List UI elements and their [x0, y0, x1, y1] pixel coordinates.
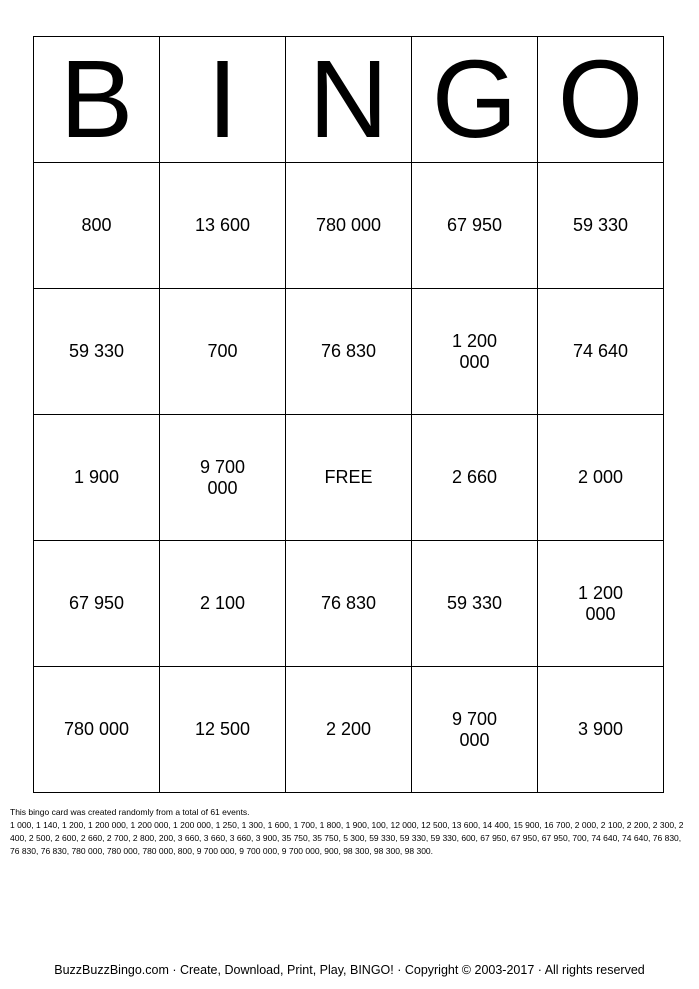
bingo-cell — [286, 667, 412, 793]
bingo-cell — [538, 415, 664, 541]
cell-value: 13 600 — [194, 215, 251, 235]
cell-value: 700 — [207, 341, 238, 361]
cell-value: 2 200 — [325, 719, 372, 739]
bingo-cell — [412, 541, 538, 667]
cell-value: FREE — [324, 467, 373, 487]
bingo-cell — [412, 289, 538, 415]
cell-value: 9 700 000 — [199, 456, 246, 498]
header-row — [34, 37, 664, 163]
events-list: 1 000, 1 140, 1 200, 1 200 000, 1 200 000, 1 200 000, 1 250, 1 300, 1 600, 1 700, 1 800, 1 900, 100, 12 000, 12 500, 13 600, 14 400, 15 900, 16 700, 2 000, 2 100, 2 200, 2 300, 2 400, 2 500, 2 600, 2 660, 2 700, 2 800, 200, 3 660, 3 660, 3 660, 3 900, 35 750, 35 750, 5 300, 59 330, 59 330, 59 330, 600, 67 950, 67 950, 67 950, 700, 74 640, 74 640, 76 830, 76 830, 76 830, 780 000, 780 000, 780 000, 800, 9 700 000, 9 700 000, 9 700 000, 900, 98 300, 98 300, 98 300. — [10, 820, 684, 856]
bingo-cell — [34, 541, 160, 667]
notes-intro: This bingo card was created randomly from a total of 61 events. — [10, 807, 250, 817]
free-space — [286, 415, 412, 541]
cell-value: 74 640 — [572, 341, 629, 361]
bingo-cell — [538, 541, 664, 667]
cell-value: 2 660 — [451, 467, 498, 487]
cell-value: 76 830 — [320, 593, 377, 613]
bingo-cell — [34, 289, 160, 415]
cell-value: 1 200 000 — [451, 330, 498, 372]
bingo-card — [33, 36, 664, 793]
bingo-cell — [160, 541, 286, 667]
bingo-cell — [160, 163, 286, 289]
cell-value: 2 000 — [577, 467, 624, 487]
cell-value: 59 330 — [572, 215, 629, 235]
bingo-cell — [160, 289, 286, 415]
cell-value: 800 — [81, 215, 112, 235]
bingo-cell — [538, 667, 664, 793]
site-footer: BuzzBuzzBingo.com · Create, Download, Print, Play, BINGO! · Copyright © 2003-2017 · All rights reserved — [54, 963, 645, 977]
bingo-cell — [412, 163, 538, 289]
bingo-cell — [538, 289, 664, 415]
cell-value: 1 200 000 — [577, 582, 624, 624]
bingo-cell — [412, 667, 538, 793]
cell-value: 12 500 — [194, 719, 251, 739]
header-letter-i: I — [160, 37, 286, 163]
bingo-cell — [538, 163, 664, 289]
bingo-cell — [34, 163, 160, 289]
header-letter-g: G — [412, 37, 538, 163]
bingo-cell — [34, 667, 160, 793]
cell-value: 59 330 — [446, 593, 503, 613]
bingo-row — [34, 163, 664, 289]
cell-value: 780 000 — [315, 215, 382, 235]
header-letter-b: B — [34, 37, 160, 163]
bingo-cell — [34, 415, 160, 541]
cell-value: 76 830 — [320, 341, 377, 361]
bingo-cell — [286, 541, 412, 667]
cell-value: 3 900 — [577, 719, 624, 739]
bingo-row — [34, 667, 664, 793]
bingo-row — [34, 541, 664, 667]
header-letter-o: O — [538, 37, 664, 163]
card-notes — [10, 806, 692, 858]
cell-value: 780 000 — [63, 719, 130, 739]
bingo-cell — [412, 415, 538, 541]
cell-value: 67 950 — [68, 593, 125, 613]
bingo-row — [34, 289, 664, 415]
bingo-cell — [286, 289, 412, 415]
bingo-cell — [286, 163, 412, 289]
bingo-row — [34, 415, 664, 541]
cell-value: 9 700 000 — [451, 708, 498, 750]
cell-value: 1 900 — [73, 467, 120, 487]
bingo-cell — [160, 667, 286, 793]
header-letter-n: N — [286, 37, 412, 163]
cell-value: 67 950 — [446, 215, 503, 235]
cell-value: 2 100 — [199, 593, 246, 613]
bingo-cell — [160, 415, 286, 541]
cell-value: 59 330 — [68, 341, 125, 361]
